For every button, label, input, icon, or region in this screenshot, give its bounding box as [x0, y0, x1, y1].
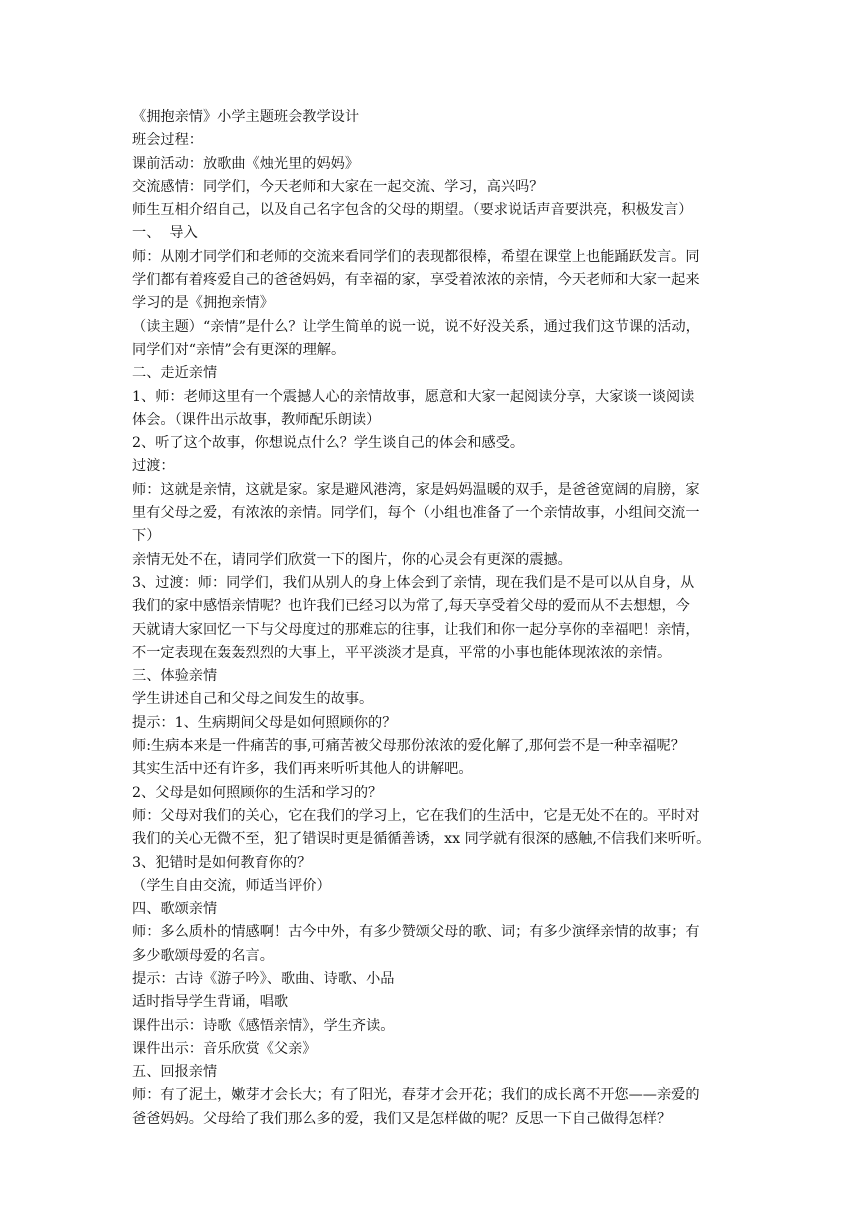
text-line: 课件出示：诗歌《感悟亲情》，学生齐读。	[132, 1017, 395, 1034]
text-line: 爸爸妈妈。父母给了我们那么多的爱，我们又是怎样做的呢？反思一下自己做得怎样？	[132, 1110, 672, 1127]
text-line: 课件出示：音乐欣赏《父亲》	[132, 1040, 317, 1057]
text-line: （读主题）“亲情”是什么？让学生简单的说一说，说不好没关系，通过我们这节课的活动，	[132, 318, 700, 335]
text-line: 二、走近亲情	[132, 365, 218, 382]
document-body	[132, 129, 732, 1131]
text-line: 五、回报亲情	[132, 1064, 218, 1081]
text-line: 提示：1、生病期间父母是如何照顾你的？	[132, 714, 397, 731]
text-line: 下）	[132, 528, 161, 545]
text-line: 里有父母之爱，有浓浓的亲情。同学们，每个（小组也准备了一个亲情故事，小组间交流一	[132, 505, 700, 522]
text-line: 一、 导入	[132, 225, 198, 242]
text-line: 师：有了泥土，嫩芽才会长大；有了阳光，春芽才会开花；我们的成长离不开您——亲爱的	[132, 1087, 700, 1104]
text-line: 2、父母是如何照顾你的生活和学习的？	[132, 784, 383, 801]
text-line: 我们的关心无微不至，犯了错误时更是循循善诱，xx 同学就有很深的感触,不信我们来听听。	[132, 831, 711, 848]
text-line: 3、犯错时是如何教育你的？	[132, 854, 312, 871]
document-page	[132, 106, 732, 1131]
text-line: 师：多么质朴的情感啊！古今中外，有多少赞颂父母的歌、词；有多少演绎亲情的故事；有	[132, 924, 700, 941]
text-line: 天就请大家回忆一下与父母度过的那难忘的往事，让我们和你一起分享你的幸福吧！亲情，	[132, 621, 700, 638]
text-line: 体会。（课件出示故事，教师配乐朗读）	[132, 411, 381, 428]
text-line: 班会过程：	[132, 132, 203, 149]
text-line: 四、歌颂亲情	[132, 901, 218, 918]
text-line: 不一定表现在轰轰烈烈的大事上，平平淡淡才是真，平常的小事也能体现浓浓的亲情。	[132, 644, 672, 661]
text-line: 同学们对“亲情”会有更深的理解。	[132, 341, 346, 358]
text-line: 提示：古诗《游子吟》、歌曲、诗歌、小品	[132, 970, 395, 987]
text-line: 亲情无处不在，请同学们欣赏一下的图片，你的心灵会有更深的震撼。	[132, 551, 572, 568]
document-title: 《拥抱亲情》小学主题班会教学设计	[132, 109, 360, 125]
text-line: 课前活动：放歌曲《烛光里的妈妈》	[132, 155, 360, 172]
text-line: 过渡：	[132, 458, 175, 475]
text-line: 多少歌颂母爱的名言。	[132, 947, 274, 964]
text-line: 学生讲述自己和父母之间发生的故事。	[132, 691, 374, 708]
text-line: 我们的家中感悟亲情呢？也许我们已经习以为常了,每天享受着父母的爱而从不去想想，今	[132, 598, 690, 615]
text-line: 2、听了这个故事，你想说点什么？学生谈自己的体会和感受。	[132, 435, 525, 452]
text-line: 1、师：老师这里有一个震撼人心的亲情故事，愿意和大家一起阅读分享，大家谈一谈阅读	[132, 388, 695, 405]
text-line: 师生互相介绍自己，以及自己名字包含的父母的期望。（要求说话声音要洪亮，积极发言）	[132, 202, 693, 219]
text-line: 师：父母对我们的关心，它在我们的学习上，它在我们的生活中，它是无处不在的。平时对	[132, 807, 700, 824]
text-line: 三、体验亲情	[132, 668, 218, 685]
text-line: 3、过渡：师：同学们，我们从别人的身上体会到了亲情，现在我们是不是可以从自身，从	[132, 574, 695, 591]
text-line: 师：这就是亲情，这就是家。家是避风港湾，家是妈妈温暖的双手，是爸爸宽阔的肩膀，家	[132, 481, 700, 498]
text-line: 师:生病本来是一件痛苦的事,可痛苦被父母那份浓浓的爱化解了,那何尝不是一种幸福呢？	[132, 738, 685, 755]
text-line: 其实生活中还有许多，我们再来听听其他人的讲解吧。	[132, 761, 473, 778]
text-line: 学们都有着疼爱自己的爸爸妈妈，有幸福的家，享受着浓浓的亲情，今天老师和大家一起来	[132, 272, 700, 289]
text-line: 师：从刚才同学们和老师的交流来看同学们的表现都很棒，希望在课堂上也能踊跃发言。同	[132, 248, 700, 265]
text-line: 交流感情：同学们，今天老师和大家在一起交流、学习，高兴吗？	[132, 178, 544, 195]
text-line: （学生自由交流，师适当评价）	[132, 877, 331, 894]
text-line: 适时指导学生背诵，唱歌	[132, 994, 289, 1011]
text-line: 学习的是《拥抱亲情》	[132, 295, 274, 312]
